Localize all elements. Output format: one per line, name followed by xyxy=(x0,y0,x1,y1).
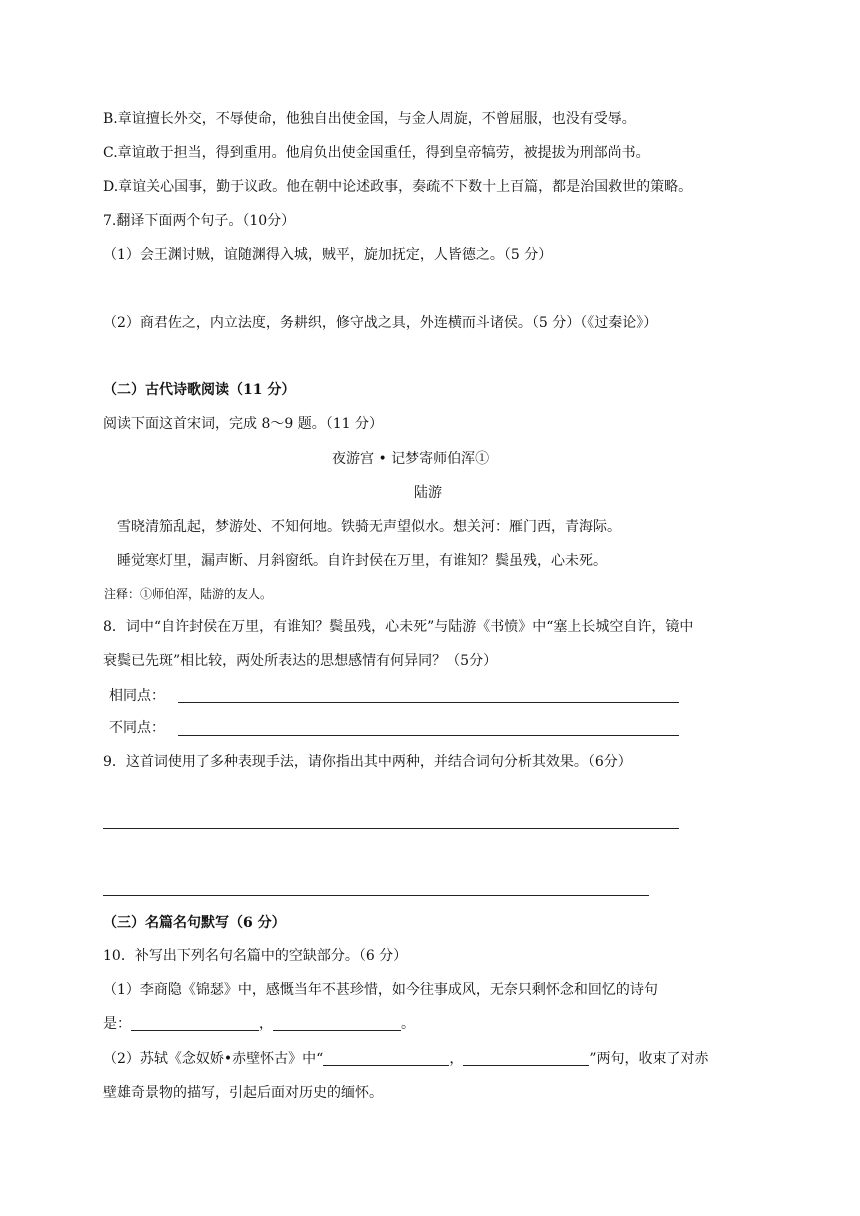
q10-item2-line-2: 壁雄奇景物的描写，引起后面对历史的缅怀。 xyxy=(103,1085,383,1101)
q10-item1-prefix: 是： xyxy=(103,1016,131,1032)
poem-line-1: 雪晓清笳乱起，梦游处、不知何地。铁骑无声望似水。想关河：雁门西，青海际。 xyxy=(117,519,621,535)
q8-line-2: 衰鬓已先斑”相比较，两处所表达的思想感情有何异同？（5分） xyxy=(103,653,498,669)
q8-diff-answer-line[interactable] xyxy=(178,735,679,736)
option-c: C.章谊敢于担当，得到重用。他肩负出使金国重任，得到皇帝犒劳，被提拔为刑部尚书。 xyxy=(103,145,650,161)
option-d: D.章谊关心国事，勤于议政。他在朝中论述政事，奏疏不下数十上百篇，都是治国救世的策略。 xyxy=(103,179,693,195)
q10-item1-blank-1[interactable] xyxy=(131,1016,259,1031)
poem-note: 注释：①师伯浑，陆游的友人。 xyxy=(104,587,273,601)
q10-item2-prefix: （2）苏轼《念奴娇•赤壁怀古》中“ xyxy=(103,1051,324,1067)
section2-heading: （二）古代诗歌阅读（11 分） xyxy=(103,382,296,398)
q10-item1-comma: ， xyxy=(259,1016,273,1032)
q8-same-label: 相同点： xyxy=(109,688,165,704)
q10-item2-suffix: ”两句，收束了对赤 xyxy=(589,1051,709,1067)
q7-heading: 7.翻译下面两个句子。（10分） xyxy=(103,213,296,229)
q10-item2-comma: ， xyxy=(449,1051,464,1067)
q10-item1-line-1: （1）李商隐《锦瑟》中，感慨当年不甚珍惜，如今往事成风，无奈只剩怀念和回忆的诗句 xyxy=(103,982,658,998)
poem-line-2: 睡觉寒灯里，漏声断、月斜窗纸。自许封侯在万里，有谁知？鬓虽残，心未死。 xyxy=(117,553,607,569)
q8-diff-label: 不同点： xyxy=(109,720,165,736)
poem-title: 夜游宫 • 记梦寄师伯浑① xyxy=(332,451,490,467)
q9-answer-line-1[interactable] xyxy=(103,828,679,829)
q10-item2-line-1 xyxy=(103,1049,709,1069)
q8-line-1: 8．词中“自许封侯在万里，有谁知？鬓虽残，心未死”与陆游《书愤》中“塞上长城空自许，镜中 xyxy=(103,619,694,635)
option-b: B.章谊擅长外交，不辱使命，他独自出使金国，与金人周旋，不曾屈服，也没有受辱。 xyxy=(103,111,636,127)
q10-item1-line-2 xyxy=(103,1014,415,1034)
q10-item1-period: 。 xyxy=(401,1016,415,1032)
q10-item2-blank-2[interactable] xyxy=(463,1051,589,1066)
q10-item1-blank-2[interactable] xyxy=(273,1016,401,1031)
q9-heading: 9．这首词使用了多种表现手法，请你指出其中两种，并结合词句分析其效果。（6分） xyxy=(103,754,632,770)
q8-same-answer-line[interactable] xyxy=(178,702,679,703)
q7-sentence-1: （1）会王渊讨贼，谊随渊得入城，贼平，旋加抚定，人皆德之。（5 分） xyxy=(103,247,553,263)
q9-answer-line-2[interactable] xyxy=(103,895,649,896)
poem-author: 陆游 xyxy=(414,485,442,501)
q10-heading: 10．补写出下列名句名篇中的空缺部分。（6 分） xyxy=(103,948,408,964)
section3-heading: （三）名篇名句默写（6 分） xyxy=(103,915,286,931)
q7-sentence-2: （2）商君佐之，内立法度，务耕织，修守战之具，外连横而斗诸侯。（5 分）（《过秦论》） xyxy=(103,315,658,331)
q10-item2-blank-1[interactable] xyxy=(323,1051,449,1066)
section2-intro: 阅读下面这首宋词，完成 8～9 题。（11 分） xyxy=(103,416,383,432)
